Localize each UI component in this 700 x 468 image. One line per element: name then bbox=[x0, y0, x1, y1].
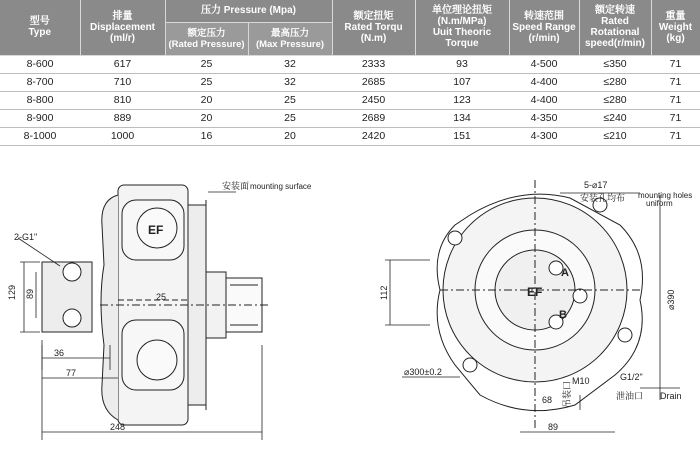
cell-rated-pressure: 25 bbox=[165, 73, 248, 91]
holes-en1: mounting holes bbox=[638, 191, 693, 200]
cell-type: 8-1000 bbox=[0, 127, 80, 145]
dia-390: ⌀390 bbox=[666, 289, 676, 310]
cell-speed-range: 4-300 bbox=[509, 127, 579, 145]
dim-77: 77 bbox=[66, 368, 77, 378]
header-max-pressure: 最高压力 (Max Pressure) bbox=[248, 22, 332, 55]
cell-displacement: 810 bbox=[80, 91, 165, 109]
cell-torque: 2685 bbox=[332, 73, 415, 91]
cell-rated-pressure: 20 bbox=[165, 91, 248, 109]
cell-displacement: 889 bbox=[80, 109, 165, 127]
cell-max-pressure: 20 bbox=[248, 127, 332, 145]
cell-weight: 71 bbox=[651, 55, 700, 73]
cell-weight: 71 bbox=[651, 109, 700, 127]
cell-max-pressure: 25 bbox=[248, 109, 332, 127]
cell-type: 8-800 bbox=[0, 91, 80, 109]
right-face-letters: EF bbox=[527, 285, 543, 299]
table-row bbox=[0, 91, 700, 109]
cell-rated-pressure: 20 bbox=[165, 109, 248, 127]
cell-torque: 2689 bbox=[332, 109, 415, 127]
holes-zh: 安装孔均布 bbox=[580, 193, 626, 203]
holes-en2: uniform bbox=[646, 199, 673, 208]
dim-89: 89 bbox=[25, 288, 35, 299]
spec-table bbox=[0, 0, 700, 146]
cell-unit-torque: 123 bbox=[415, 91, 509, 109]
cell-max-pressure: 25 bbox=[248, 91, 332, 109]
table-row bbox=[0, 55, 700, 73]
left-face-letters: EF bbox=[148, 223, 164, 237]
cell-rated-pressure: 25 bbox=[165, 55, 248, 73]
cell-speed-range: 4-500 bbox=[509, 55, 579, 73]
m10-zh: 吊装口 bbox=[562, 380, 572, 408]
cell-speed-range: 4-400 bbox=[509, 91, 579, 109]
header-rated-speed: 额定转速 Rated Rotational speed(r/min) bbox=[579, 0, 651, 55]
cell-rated-pressure: 16 bbox=[165, 127, 248, 145]
cell-displacement: 617 bbox=[80, 55, 165, 73]
header-weight: 重量 Weight (kg) bbox=[651, 0, 700, 55]
header-pressure: 压力 Pressure (Mpa) bbox=[165, 0, 332, 22]
table-row bbox=[0, 109, 700, 127]
dim-36: 36 bbox=[54, 348, 65, 358]
cell-unit-torque: 151 bbox=[415, 127, 509, 145]
front-view-motor bbox=[437, 180, 642, 430]
cell-weight: 71 bbox=[651, 127, 700, 145]
holes-label: 5-⌀17 bbox=[584, 180, 608, 190]
cell-rated-speed: ≤280 bbox=[579, 91, 651, 109]
cell-rated-speed: ≤240 bbox=[579, 109, 651, 127]
cell-displacement: 710 bbox=[80, 73, 165, 91]
cell-torque: 2420 bbox=[332, 127, 415, 145]
cell-displacement: 1000 bbox=[80, 127, 165, 145]
header-rated-pressure: 额定压力 (Rated Pressure) bbox=[165, 22, 248, 55]
cell-rated-speed: ≤350 bbox=[579, 55, 651, 73]
cell-type: 8-900 bbox=[0, 109, 80, 127]
drain-zh: 泄油口 bbox=[616, 391, 644, 401]
dia-300: ⌀300±0.2 bbox=[404, 367, 442, 377]
dim-25: 25 bbox=[156, 292, 167, 302]
cell-type: 8-600 bbox=[0, 55, 80, 73]
header-speed-range: 转速范围 Speed Range (r/min) bbox=[509, 0, 579, 55]
cell-unit-torque: 107 bbox=[415, 73, 509, 91]
header-type: 型号 Type bbox=[0, 0, 80, 55]
table-row bbox=[0, 127, 700, 145]
technical-drawing bbox=[0, 150, 700, 468]
m10-label: M10 bbox=[572, 376, 590, 386]
port-label: 2-G1" bbox=[14, 232, 38, 242]
cell-speed-range: 4-400 bbox=[509, 73, 579, 91]
port-b: B bbox=[559, 309, 567, 321]
dim-89-right: 89 bbox=[548, 422, 559, 432]
cell-type: 8-700 bbox=[0, 73, 80, 91]
drain-port: G1/2" bbox=[620, 372, 643, 382]
port-a: A bbox=[561, 267, 569, 279]
table-row bbox=[0, 73, 700, 91]
dim-112: 112 bbox=[379, 285, 389, 300]
cell-max-pressure: 32 bbox=[248, 55, 332, 73]
header-torque: 额定扭矩 Rated Torqu (N.m) bbox=[332, 0, 415, 55]
cell-weight: 71 bbox=[651, 73, 700, 91]
cell-unit-torque: 93 bbox=[415, 55, 509, 73]
cell-rated-speed: ≤210 bbox=[579, 127, 651, 145]
drain-en: Drain bbox=[660, 391, 682, 401]
dim-129: 129 bbox=[7, 284, 17, 300]
dim-68: 68 bbox=[542, 395, 553, 405]
header-displacement: 排量 Displacement (ml/r) bbox=[80, 0, 165, 55]
cell-max-pressure: 32 bbox=[248, 73, 332, 91]
mounting-surface-zh: 安装面 bbox=[222, 181, 250, 191]
cell-rated-speed: ≤280 bbox=[579, 73, 651, 91]
header-unit-torque: 单位理论扭矩 (N.m/MPa) Uuit Theoric Torque bbox=[415, 0, 509, 55]
cell-torque: 2333 bbox=[332, 55, 415, 73]
side-view-motor bbox=[42, 185, 270, 425]
cell-weight: 71 bbox=[651, 91, 700, 109]
mounting-surface-en: mounting surface bbox=[250, 182, 312, 191]
cell-speed-range: 4-350 bbox=[509, 109, 579, 127]
cell-unit-torque: 134 bbox=[415, 109, 509, 127]
cell-torque: 2450 bbox=[332, 91, 415, 109]
dim-248: 248 bbox=[110, 422, 126, 432]
